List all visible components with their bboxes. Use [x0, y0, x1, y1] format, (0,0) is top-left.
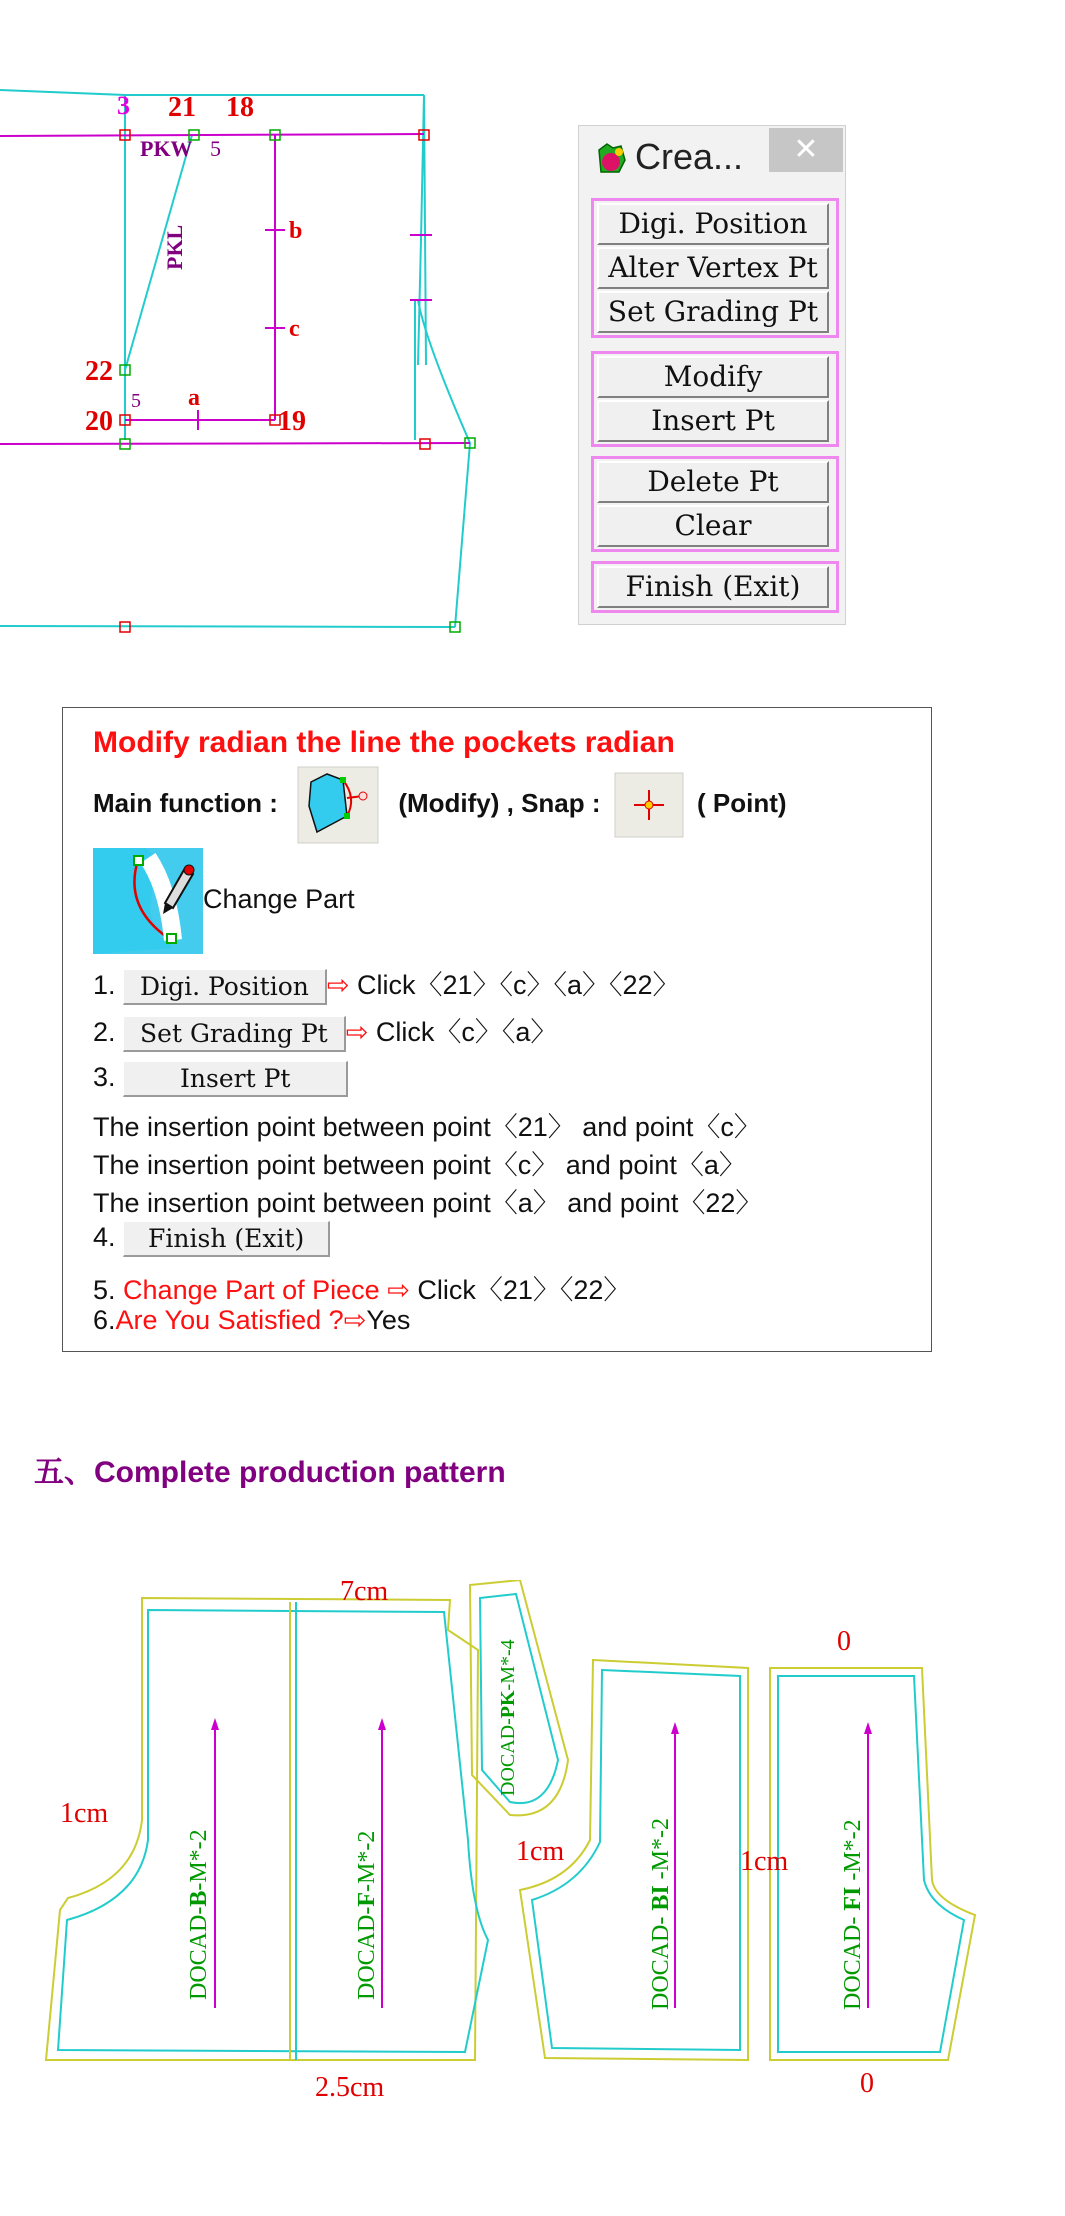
piece-label-b: DOCAD-B-M*-2 [186, 1829, 212, 2000]
finish-exit-button[interactable]: Finish (Exit) [597, 566, 829, 608]
step-6-number: 6. [93, 1305, 116, 1335]
point-snap-icon[interactable] [614, 772, 684, 838]
pocket-pattern-drawing [0, 60, 560, 660]
step-3-number: 3. [93, 1062, 116, 1093]
point-label-19: 19 [278, 406, 306, 437]
toolbox-title-bar[interactable] [579, 126, 845, 176]
dimension-0-bottom: 0 [860, 2068, 874, 2099]
digi-position-button[interactable]: Digi. Position [597, 203, 829, 245]
point-label-18: 18 [226, 92, 254, 123]
dimension-0-top: 0 [837, 1626, 851, 1657]
step-6-question: Are You Satisfied ? [115, 1305, 344, 1335]
label-pkl: PKL [162, 224, 187, 270]
close-icon[interactable]: ✕ [769, 128, 843, 172]
step-3 [93, 1061, 348, 1097]
insertion-line-3: The insertion point between point〈a〉 and point〈22〉 [93, 1188, 763, 1218]
step-2-set-grading-button[interactable]: Set Grading Pt [123, 1016, 346, 1052]
point-label-3: 3 [117, 91, 130, 120]
piece-label-f: DOCAD-F-M*-2 [354, 1830, 380, 2000]
point-label: ( Point) [697, 787, 787, 818]
insertion-line-1: The insertion point between point〈21〉 and point〈c〉 [93, 1112, 761, 1142]
step-5 [93, 1268, 630, 1307]
modify-snap-label: (Modify) , Snap : [398, 787, 601, 818]
set-grading-pt-button[interactable]: Set Grading Pt [597, 291, 829, 333]
clear-button[interactable]: Clear [597, 505, 829, 547]
piece-label-bi: DOCAD- BI -M*-2 [648, 1817, 674, 2010]
alter-vertex-pt-button[interactable]: Alter Vertex Pt [597, 247, 829, 289]
pattern-piece-icon [593, 140, 629, 176]
step-5-arrow-icon: ⇨ [379, 1275, 410, 1305]
label-pkw: PKW [140, 136, 193, 161]
step-1-text: Click〈21〉〈c〉〈a〉〈22〉 [349, 970, 680, 1000]
toolbox-title: Crea... [635, 136, 744, 177]
point-label-20: 20 [85, 406, 113, 437]
step-4-number: 4. [93, 1222, 116, 1253]
label-5-top: 5 [210, 136, 221, 161]
production-pattern-drawing [40, 1580, 1020, 2100]
step-1-digi-position-button[interactable]: Digi. Position [123, 969, 327, 1005]
main-function-label: Main function : [93, 787, 278, 818]
step-2-arrow-icon: ⇨ [345, 1017, 369, 1047]
dimension-7cm: 7cm [340, 1580, 389, 1607]
toolbox-group-modify [591, 351, 839, 447]
label-a: a [188, 385, 200, 411]
toolbox-group-delete [591, 456, 839, 552]
step-6-arrow-icon: ⇨ [343, 1305, 367, 1335]
modify-button[interactable]: Modify [597, 356, 829, 398]
toolbox-group-finish [591, 561, 839, 613]
toolbox-group-position [591, 198, 839, 338]
section-title: 五、Complete production pattern [34, 1456, 506, 1489]
instruction-box [62, 707, 932, 1352]
dimension-1cm-right: 1cm [740, 1846, 789, 1877]
step-2-text: Click〈c〉〈a〉 [368, 1017, 558, 1047]
step-2-number: 2. [93, 1017, 116, 1047]
step-5-action: Change Part of Piece [115, 1275, 380, 1305]
modify-tool-icon[interactable] [297, 766, 379, 844]
instruction-title: Modify radian the line the pockets radian [93, 726, 675, 759]
label-b: b [289, 218, 303, 244]
step-1-number: 1. [93, 970, 116, 1000]
insertion-line-2: The insertion point between point〈c〉 and point〈a〉 [93, 1150, 746, 1180]
create-toolbox-window [578, 125, 846, 625]
piece-label-fi: DOCAD- FI -M*-2 [840, 1819, 866, 2010]
step-5-text: Click〈21〉〈22〉 [409, 1275, 631, 1305]
point-label-21: 21 [168, 92, 196, 123]
dimension-1cm-middle: 1cm [516, 1836, 565, 1867]
dimension-2-5cm: 2.5cm [315, 2072, 385, 2100]
step-1-arrow-icon: ⇨ [326, 970, 350, 1000]
step-3-insert-pt-button[interactable]: Insert Pt [123, 1061, 348, 1097]
step-4 [93, 1221, 330, 1257]
step-1 [93, 963, 680, 1005]
step-6 [93, 1305, 410, 1336]
change-part-line [93, 848, 355, 954]
main-function-line [93, 766, 787, 844]
step-5-number: 5. [93, 1275, 116, 1305]
step-2 [93, 1010, 557, 1052]
change-part-label: Change Part [203, 884, 355, 915]
change-part-icon[interactable] [93, 848, 203, 954]
step-4-finish-button[interactable]: Finish (Exit) [123, 1221, 330, 1257]
label-c: c [289, 316, 300, 342]
delete-pt-button[interactable]: Delete Pt [597, 461, 829, 503]
dimension-1cm-left: 1cm [60, 1798, 109, 1829]
insert-pt-button[interactable]: Insert Pt [597, 400, 829, 442]
label-5-left: 5 [131, 390, 141, 412]
step-6-answer: Yes [366, 1305, 411, 1335]
piece-label-pk: DOCAD-PK-M*-4 [497, 1639, 519, 1796]
point-label-22: 22 [85, 356, 113, 387]
